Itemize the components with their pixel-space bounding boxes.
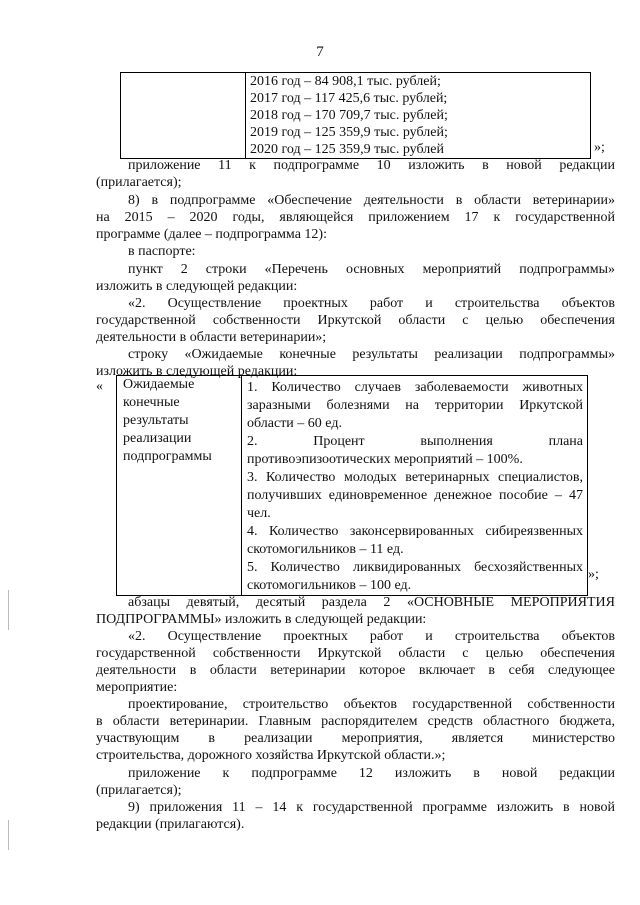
text-line: (прилагается); xyxy=(96,175,182,190)
results-table-values-cell xyxy=(242,376,588,596)
text-line: ПОДПРОГРАММЫ» изложить в следующей редакции: xyxy=(96,612,427,627)
result-line: скотомогильников – 100 ед. xyxy=(247,578,412,593)
result-line: чел. xyxy=(247,506,271,521)
text-line: государственной собственности Иркутской области с целью обеспечения xyxy=(96,313,615,328)
paragraph-item-9 xyxy=(96,799,615,833)
result-line: получивших единовременное денежное пособие – 47 xyxy=(247,488,583,503)
text-line: в паспорте: xyxy=(128,244,196,259)
text-line: редакции (прилагаются). xyxy=(96,817,245,832)
funding-table-closing-quote: »; xyxy=(594,140,605,155)
text-line: «2. Осуществление проектных работ и строительства объектов xyxy=(128,296,615,311)
results-table-closing-quote: »; xyxy=(588,567,599,582)
scan-margin-mark xyxy=(8,590,9,630)
funding-year-line: 2019 год – 125 359,9 тыс. рублей; xyxy=(250,125,448,140)
text-line: на 2015 – 2020 годы, являющейся приложением 17 к государственной xyxy=(96,210,615,225)
funding-year-line: 2017 год – 117 425,6 тыс. рублей; xyxy=(250,91,448,106)
text-line: проектирование, строительство объектов государственной собственности xyxy=(128,697,615,712)
funding-table-years-cell xyxy=(246,73,591,159)
text-line: участвующим в реализации мероприятия, является министерство xyxy=(96,731,615,746)
text-line: пункт 2 строки «Перечень основных мероприятий подпрограммы» xyxy=(128,262,615,277)
paragraph-quote-activity xyxy=(96,295,615,346)
paragraph-design-construction xyxy=(96,696,615,764)
text-line: мероприятие: xyxy=(96,680,178,695)
paragraph-point-2 xyxy=(96,261,615,295)
text-line: 9) приложения 11 – 14 к государственной программе изложить в новой xyxy=(128,800,615,815)
text-line: абзацы девятый, десятый раздела 2 «ОСНОВНЫЕ МЕРОПРИЯТИЯ xyxy=(128,595,615,610)
text-line: изложить в следующей редакции: xyxy=(96,279,298,294)
results-table-label-cell xyxy=(117,376,242,596)
funding-year-line: 2018 год – 170 709,7 тыс. рублей; xyxy=(250,108,448,123)
paragraph-passport xyxy=(96,243,615,260)
result-line: 2. Процент выполнения плана xyxy=(247,434,583,449)
text-line: государственной собственности Иркутской области с целью обеспечения xyxy=(96,646,615,661)
result-line: 4. Количество законсервированных сибиреязвенных xyxy=(247,524,583,539)
result-line: 5. Количество ликвидированных бесхозяйственных xyxy=(247,560,583,575)
funding-table xyxy=(120,72,591,159)
label-line: подпрограммы xyxy=(123,449,212,464)
results-table xyxy=(116,375,588,596)
paragraph-section-2 xyxy=(96,594,615,628)
page-number: 7 xyxy=(316,44,324,60)
text-line: в области ветеринарии. Главным распорядителем средств областного бюджета, xyxy=(96,714,615,729)
text-line: строительства, дорожного хозяйства Иркутской области.»; xyxy=(96,748,446,763)
result-line: скотомогильников – 11 ед. xyxy=(247,542,404,557)
paragraph-appendix-11 xyxy=(96,157,615,191)
paragraph-quote-activity-2 xyxy=(96,628,615,696)
paragraph-item-8 xyxy=(96,192,615,243)
text-line: приложение к подпрограмме 12 изложить в новой редакции xyxy=(128,766,615,781)
funding-table-empty-cell xyxy=(121,73,246,159)
funding-year-line: 2016 год – 84 908,1 тыс. рублей; xyxy=(250,74,441,89)
text-line: «2. Осуществление проектных работ и строительства объектов xyxy=(128,629,615,644)
text-line: изложить в следующей редакции: xyxy=(96,364,298,379)
result-line: противоэпизоотических мероприятий – 100%. xyxy=(247,452,523,467)
funding-year-line: 2020 год – 125 359,9 тыс. рублей xyxy=(250,142,444,157)
text-line: строку «Ожидаемые конечные результаты реализации подпрограммы» xyxy=(128,347,615,362)
text-line: деятельности в области ветеринарии которое включает в себя следующее xyxy=(96,663,615,678)
paragraph-appendix-12 xyxy=(96,765,615,799)
label-line: результаты xyxy=(123,413,189,428)
result-line: области – 60 ед. xyxy=(247,416,342,431)
text-line: (прилагается); xyxy=(96,783,182,798)
label-line: реализации xyxy=(123,431,192,446)
result-line: 1. Количество случаев заболеваемости животных xyxy=(247,380,583,395)
result-line: заразными болезнями на территории Иркутской xyxy=(247,398,583,413)
text-line: программе (далее – подпрограмма 12): xyxy=(96,227,327,242)
scan-margin-mark xyxy=(8,820,9,850)
label-line: конечные xyxy=(123,395,180,410)
text-line: приложение 11 к подпрограмме 10 изложить в новой редакции xyxy=(128,158,615,173)
result-line: 3. Количество молодых ветеринарных специалистов, xyxy=(247,470,583,485)
text-line: 8) в подпрограмме «Обеспечение деятельности в области ветеринарии» xyxy=(128,193,615,208)
label-line: Ожидаемые xyxy=(123,377,195,392)
text-line: деятельности в области ветеринарии»; xyxy=(96,330,327,345)
results-table-opening-quote: « xyxy=(96,379,103,394)
